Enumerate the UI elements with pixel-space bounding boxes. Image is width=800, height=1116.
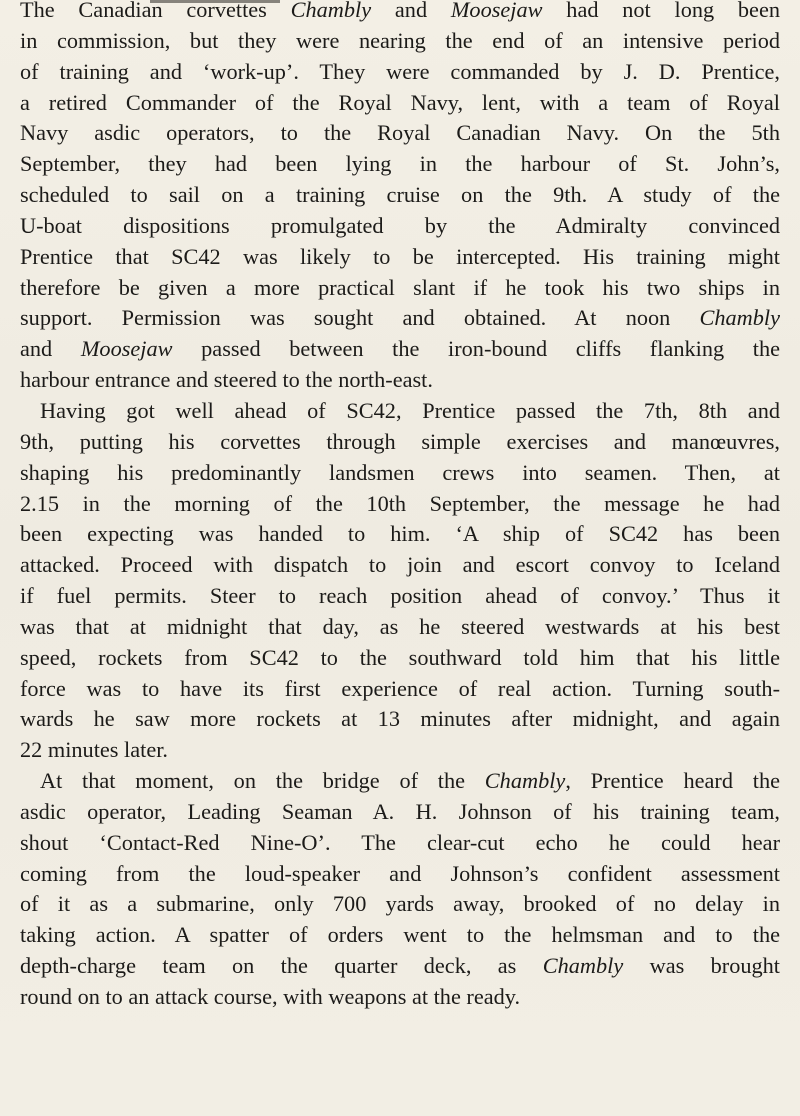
text-line: [20, 766, 780, 797]
text-line: [20, 273, 780, 304]
text-line: [20, 797, 780, 828]
text-line: [20, 149, 780, 180]
text-line: [20, 242, 780, 273]
text-run: had not long been: [542, 0, 780, 22]
text-run: shout ‘Contact-Red Nine-O’. The clear-cut echo he could hear: [20, 829, 780, 855]
text-run: a retired Commander of the Royal Navy, lent, with a team of Royal: [20, 89, 780, 115]
text-line: [20, 0, 780, 26]
text-run: been expecting was handed to him. ‘A ship of SC42 has been: [20, 521, 780, 547]
text-run: in commission, but they were nearing the end of an intensive period: [20, 27, 780, 53]
text-run: , Prentice heard the: [565, 768, 780, 794]
text-line: [20, 303, 780, 334]
text-line: [20, 489, 780, 520]
paragraph: [20, 396, 780, 766]
text-line: [20, 519, 780, 550]
text-run: depth-charge team on the quarter deck, as: [20, 953, 543, 979]
text-line: [20, 427, 780, 458]
paragraph: [20, 0, 780, 396]
text-line: [20, 735, 780, 766]
text-run: speed, rockets from SC42 to the southward told him that his little: [20, 644, 780, 670]
text-run: shaping his predominantly landsmen crews into seamen. Then, at: [20, 459, 780, 485]
text-line: [20, 26, 780, 57]
text-run: was brought: [623, 953, 781, 979]
text-line: [20, 458, 780, 489]
text-line: [20, 211, 780, 242]
text-run: Prentice that SC42 was likely to be intercepted. His training might: [20, 243, 780, 269]
text-run: support. Permission was sought and obtained. At noon: [20, 305, 700, 331]
text-run: and: [20, 336, 81, 362]
text-run: and: [371, 0, 451, 22]
ship-name-italic: Moosejaw: [450, 0, 543, 22]
text-run: September, they had been lying in the harbour of St. John’s,: [20, 151, 780, 177]
text-run: U-boat dispositions promulgated by the Admiralty convinced: [20, 212, 780, 238]
text-line: [20, 365, 780, 396]
text-line: [20, 828, 780, 859]
text-run: round on to an attack course, with weapons at the ready.: [20, 984, 521, 1009]
ship-name-italic: Chambly: [290, 0, 372, 22]
text-line: [20, 88, 780, 119]
ship-name-italic: Chambly: [542, 953, 624, 979]
text-run: 22 minutes later.: [20, 737, 168, 763]
text-line: [20, 643, 780, 674]
text-line: [20, 550, 780, 581]
text-line: [20, 396, 780, 427]
text-run: At that moment, on the bridge of the: [40, 768, 485, 794]
body-text: [20, 0, 780, 1013]
ship-name-italic: Chambly: [699, 305, 780, 331]
text-run: wards he saw more rockets at 13 minutes after midnight, and again: [20, 706, 780, 732]
text-line: [20, 118, 780, 149]
text-line: [20, 951, 780, 982]
paragraph: [20, 766, 780, 1013]
text-line: [20, 180, 780, 211]
text-line: [20, 704, 780, 735]
ship-name-italic: Chambly: [484, 768, 566, 794]
text-line: [20, 57, 780, 88]
text-line: [20, 889, 780, 920]
text-run: of training and ‘work-up’. They were commanded by J. D. Prentice,: [20, 58, 780, 84]
ship-name-italic: Moosejaw: [80, 336, 173, 362]
text-run: The Canadian corvettes: [20, 0, 291, 22]
text-run: taking action. A spatter of orders went to the helmsman and to the: [20, 922, 780, 948]
text-run: force was to have its first experience of real action. Turning south-: [20, 675, 780, 701]
text-line: [20, 982, 780, 1013]
text-line: [20, 334, 780, 365]
text-run: Navy asdic operators, to the Royal Canadian Navy. On the 5th: [20, 120, 780, 146]
text-run: 2.15 in the morning of the 10th September, the message he had: [20, 490, 780, 516]
text-run: attacked. Proceed with dispatch to join and escort convoy to Iceland: [20, 552, 780, 578]
text-run: of it as a submarine, only 700 yards away, brooked of no delay in: [20, 891, 780, 917]
text-run: Having got well ahead of SC42, Prentice passed the 7th, 8th and: [40, 397, 780, 423]
text-run: coming from the loud-speaker and Johnson’s confident assessment: [20, 860, 780, 886]
text-run: scheduled to sail on a training cruise on the 9th. A study of the: [20, 182, 780, 208]
text-run: harbour entrance and steered to the north-east.: [20, 367, 433, 393]
text-line: [20, 920, 780, 951]
text-line: [20, 581, 780, 612]
text-line: [20, 674, 780, 705]
text-line: [20, 859, 780, 890]
text-run: was that at midnight that day, as he steered westwards at his best: [20, 613, 780, 639]
text-run: passed between the iron-bound cliffs flanking the: [172, 336, 780, 362]
text-run: asdic operator, Leading Seaman A. H. Johnson of his training team,: [20, 798, 780, 824]
text-run: 9th, putting his corvettes through simple exercises and manœuvres,: [20, 428, 780, 454]
text-run: therefore be given a more practical slant if he took his two ships in: [20, 274, 780, 300]
text-line: [20, 612, 780, 643]
text-run: if fuel permits. Steer to reach position ahead of convoy.’ Thus it: [20, 583, 780, 609]
